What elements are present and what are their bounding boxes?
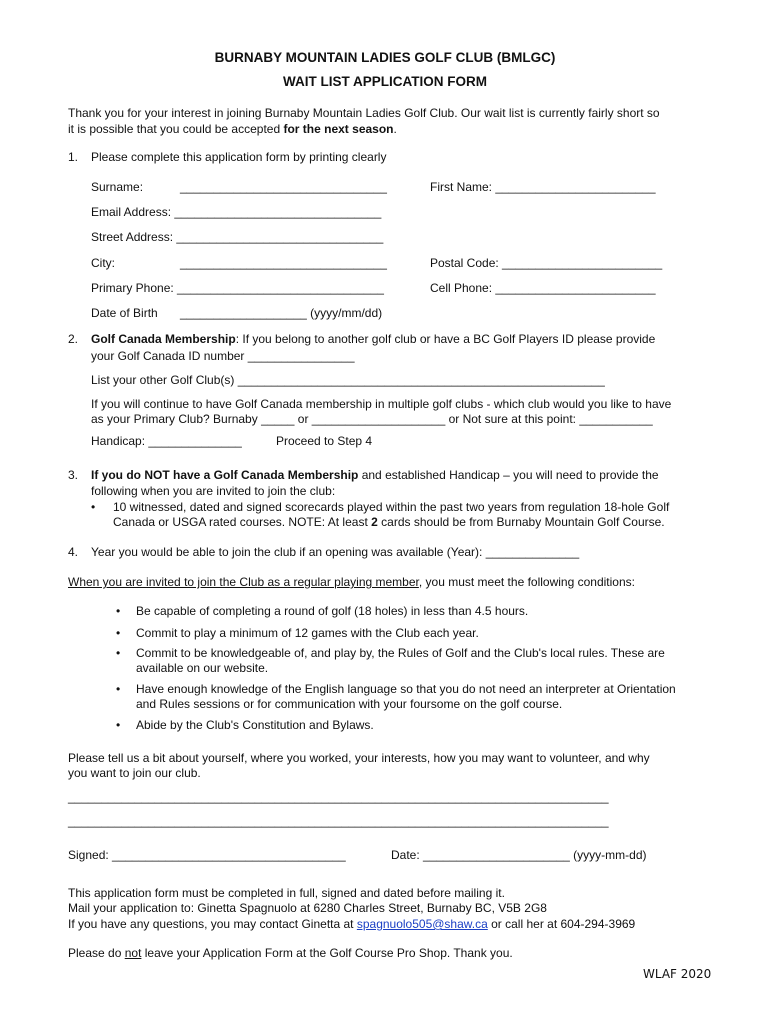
- condition-item-cont: and Rules sessions or for communication with your foursome on the golf course.: [136, 697, 563, 711]
- primary-club-field[interactable]: as your Primary Club? Burnaby _____ or ____________________ or Not sure at this point: ___________: [91, 412, 653, 426]
- bullet-icon: •: [116, 718, 121, 732]
- other-golf-clubs-field[interactable]: List your other Golf Club(s) _______________________________________________________: [91, 373, 605, 387]
- date-field[interactable]: Date: ______________________ (yyyy-mm-dd): [391, 848, 647, 862]
- condition-item: Abide by the Club's Constitution and Bylaws.: [136, 718, 374, 732]
- about-field-line-2[interactable]: _________________________________________________________________________________: [68, 814, 609, 828]
- bullet-icon: •: [116, 626, 121, 640]
- condition-item: Commit to play a minimum of 12 games with the Club each year.: [136, 626, 479, 640]
- section-3-line-1: If you do NOT have a Golf Canada Membership and established Handicap – you will need to provide the: [91, 468, 659, 482]
- handicap-field[interactable]: Handicap: ______________: [91, 434, 242, 448]
- contact-line: If you have any questions, you may contact Ginetta at spagnuolo505@shaw.ca or call her at 604-294-3969: [68, 917, 636, 931]
- dob-label: Date of Birth: [91, 306, 158, 320]
- form-code: WLAF 2020: [643, 967, 712, 981]
- condition-item-cont: available on our website.: [136, 661, 269, 675]
- conditions-intro: When you are invited to join the Club as a regular playing member, you must meet the following conditions:: [68, 575, 635, 589]
- golf-canada-id-field[interactable]: your Golf Canada ID number ________________: [91, 349, 355, 363]
- about-prompt-2: you want to join our club.: [68, 766, 201, 780]
- form-subtitle: WAIT LIST APPLICATION FORM: [283, 74, 487, 89]
- bullet-icon: •: [91, 500, 96, 514]
- section-4-number: 4.: [68, 545, 79, 559]
- join-year-field[interactable]: Year you would be able to join the club if an opening was available (Year): ______________: [91, 545, 580, 559]
- final-note: Please do not leave your Application Form at the Golf Course Pro Shop. Thank you.: [68, 946, 513, 960]
- dob-field[interactable]: ___________________ (yyyy/mm/dd): [180, 306, 383, 320]
- bullet-icon: •: [116, 646, 121, 660]
- intro-line-2: it is possible that you could be accepted for the next season.: [68, 122, 397, 136]
- city-label: City:: [91, 256, 115, 270]
- condition-item: Commit to be knowledgeable of, and play by, the Rules of Golf and the Club's local rules. These are: [136, 646, 665, 660]
- surname-field[interactable]: _______________________________: [180, 180, 387, 194]
- section-2-number: 2.: [68, 332, 79, 346]
- city-field[interactable]: _______________________________: [180, 256, 387, 270]
- about-field-line-1[interactable]: _________________________________________________________________________________: [68, 790, 609, 804]
- first-name-field[interactable]: First Name: ________________________: [430, 180, 656, 194]
- mail-instructions-1: This application form must be completed in full, signed and dated before mailing it.: [68, 886, 505, 900]
- surname-label: Surname:: [91, 180, 144, 194]
- form-title: BURNABY MOUNTAIN LADIES GOLF CLUB (BMLGC): [214, 50, 556, 65]
- section-3-line-2: following when you are invited to join the club:: [91, 484, 336, 498]
- email-link[interactable]: spagnuolo505@shaw.ca: [356, 917, 488, 931]
- primary-phone-field[interactable]: Primary Phone: _______________________________: [91, 281, 384, 295]
- scorecard-requirement-2: Canada or USGA rated courses. NOTE: At least 2 cards should be from Burnaby Mountain Golf Course.: [113, 515, 665, 529]
- mail-instructions-2: Mail your application to: Ginetta Spagnuolo at 6280 Charles Street, Burnaby BC, V5B 2G8: [68, 901, 547, 915]
- street-address-field[interactable]: Street Address: _______________________________: [91, 230, 384, 244]
- section-3-number: 3.: [68, 468, 79, 482]
- proceed-note: Proceed to Step 4: [276, 434, 373, 448]
- email-field[interactable]: Email Address: _______________________________: [91, 205, 382, 219]
- section-1-number: 1.: [68, 150, 79, 164]
- scorecard-requirement-1: 10 witnessed, dated and signed scorecards played within the past two years from regulation 18-hole Golf: [113, 500, 670, 514]
- cell-phone-field[interactable]: Cell Phone: ________________________: [430, 281, 656, 295]
- section-2-line-4: If you will continue to have Golf Canada membership in multiple golf clubs - which club would you like to have: [91, 397, 672, 411]
- about-prompt-1: Please tell us a bit about yourself, where you worked, your interests, how you may want to volunteer, and why: [68, 751, 650, 765]
- condition-item: Be capable of completing a round of golf (18 holes) in less than 4.5 hours.: [136, 604, 529, 618]
- bullet-icon: •: [116, 682, 121, 696]
- signature-field[interactable]: Signed: ___________________________________: [68, 848, 346, 862]
- section-1-text: Please complete this application form by printing clearly: [91, 150, 387, 164]
- postal-code-field[interactable]: Postal Code: ________________________: [430, 256, 663, 270]
- section-2-line-1: Golf Canada Membership: If you belong to another golf club or have a BC Golf Players ID please provide: [91, 332, 656, 346]
- bullet-icon: •: [116, 604, 121, 618]
- condition-item: Have enough knowledge of the English language so that you do not need an interpreter at Orientation: [136, 682, 676, 696]
- intro-line-1: Thank you for your interest in joining Burnaby Mountain Ladies Golf Club. Our wait list is currently fairly short so: [68, 106, 660, 120]
